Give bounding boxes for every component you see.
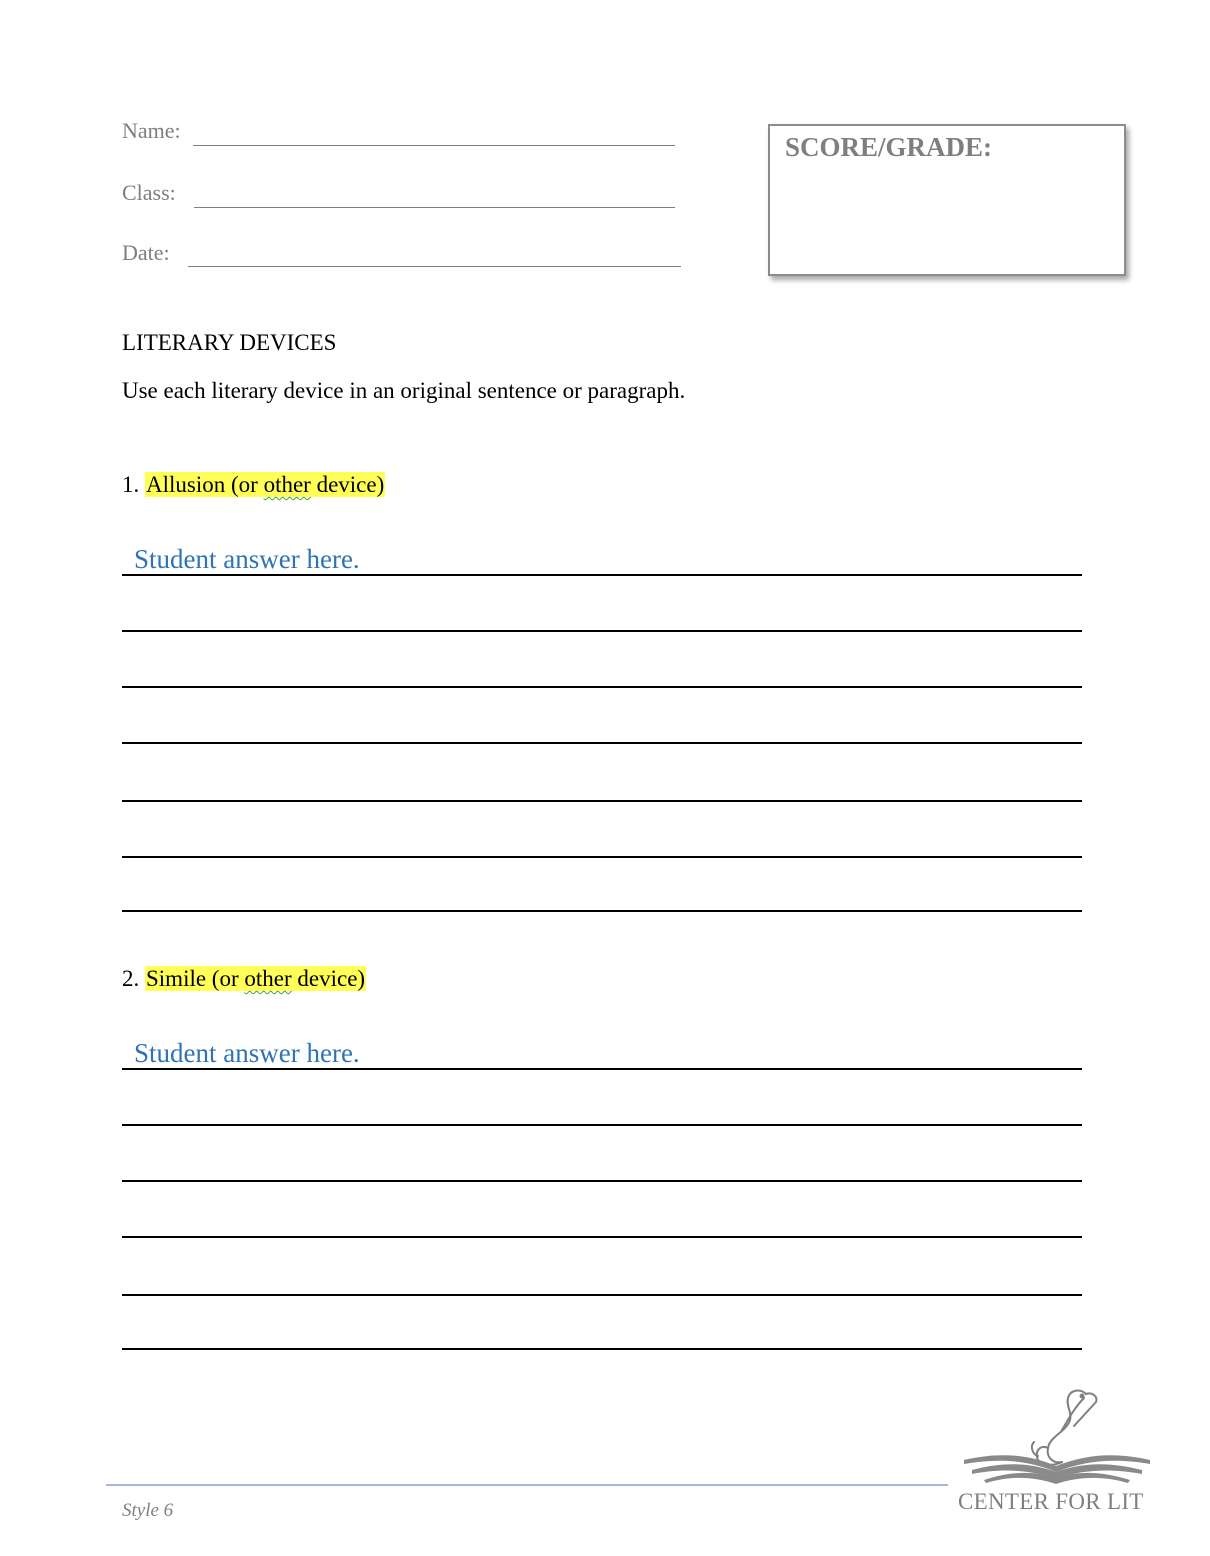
pelican-book-logo-icon [958,1386,1154,1490]
question-number: 2. [122,966,140,991]
name-field[interactable] [193,145,675,146]
question-label-highlighted [145,966,366,991]
answer-line [122,1236,1082,1238]
answer-text-2[interactable]: Student answer here. [134,1038,360,1068]
answer-line [122,742,1082,744]
answer-line [122,800,1082,802]
footer-divider [106,1484,948,1486]
answer-line [122,1294,1082,1296]
question-label-part: Simile (or [146,966,245,991]
section-title: LITERARY DEVICES [122,330,337,355]
question-label-highlighted [145,472,385,497]
question-2 [122,966,366,992]
answer-line [122,686,1082,688]
question-label-part: device) [291,966,366,991]
score-grade-label: SCORE/GRADE: [785,132,993,162]
question-label-part: device) [310,472,385,497]
class-field[interactable] [194,207,675,208]
answer-line [122,856,1082,858]
class-label: Class: [122,180,176,205]
style-label: Style 6 [122,1500,174,1521]
name-label: Name: [122,118,181,143]
instructions: Use each literary device in an original sentence or paragraph. [122,378,686,403]
answer-line [122,1068,1082,1070]
answer-text-1[interactable]: Student answer here. [134,544,360,574]
score-grade-box [768,124,1126,276]
answer-line [122,630,1082,632]
date-label: Date: [122,240,170,265]
logo-text: CENTER FOR LIT [958,1489,1144,1514]
answer-line [122,1180,1082,1182]
spellcheck-word: other [244,966,292,991]
question-number: 1. [122,472,140,497]
answer-line [122,1124,1082,1126]
date-field[interactable] [188,266,681,267]
question-1 [122,472,385,498]
question-label-part: Allusion (or [146,472,264,497]
answer-line [122,910,1082,912]
answer-line [122,1348,1082,1350]
spellcheck-word: other [263,472,311,497]
answer-line [122,574,1082,576]
